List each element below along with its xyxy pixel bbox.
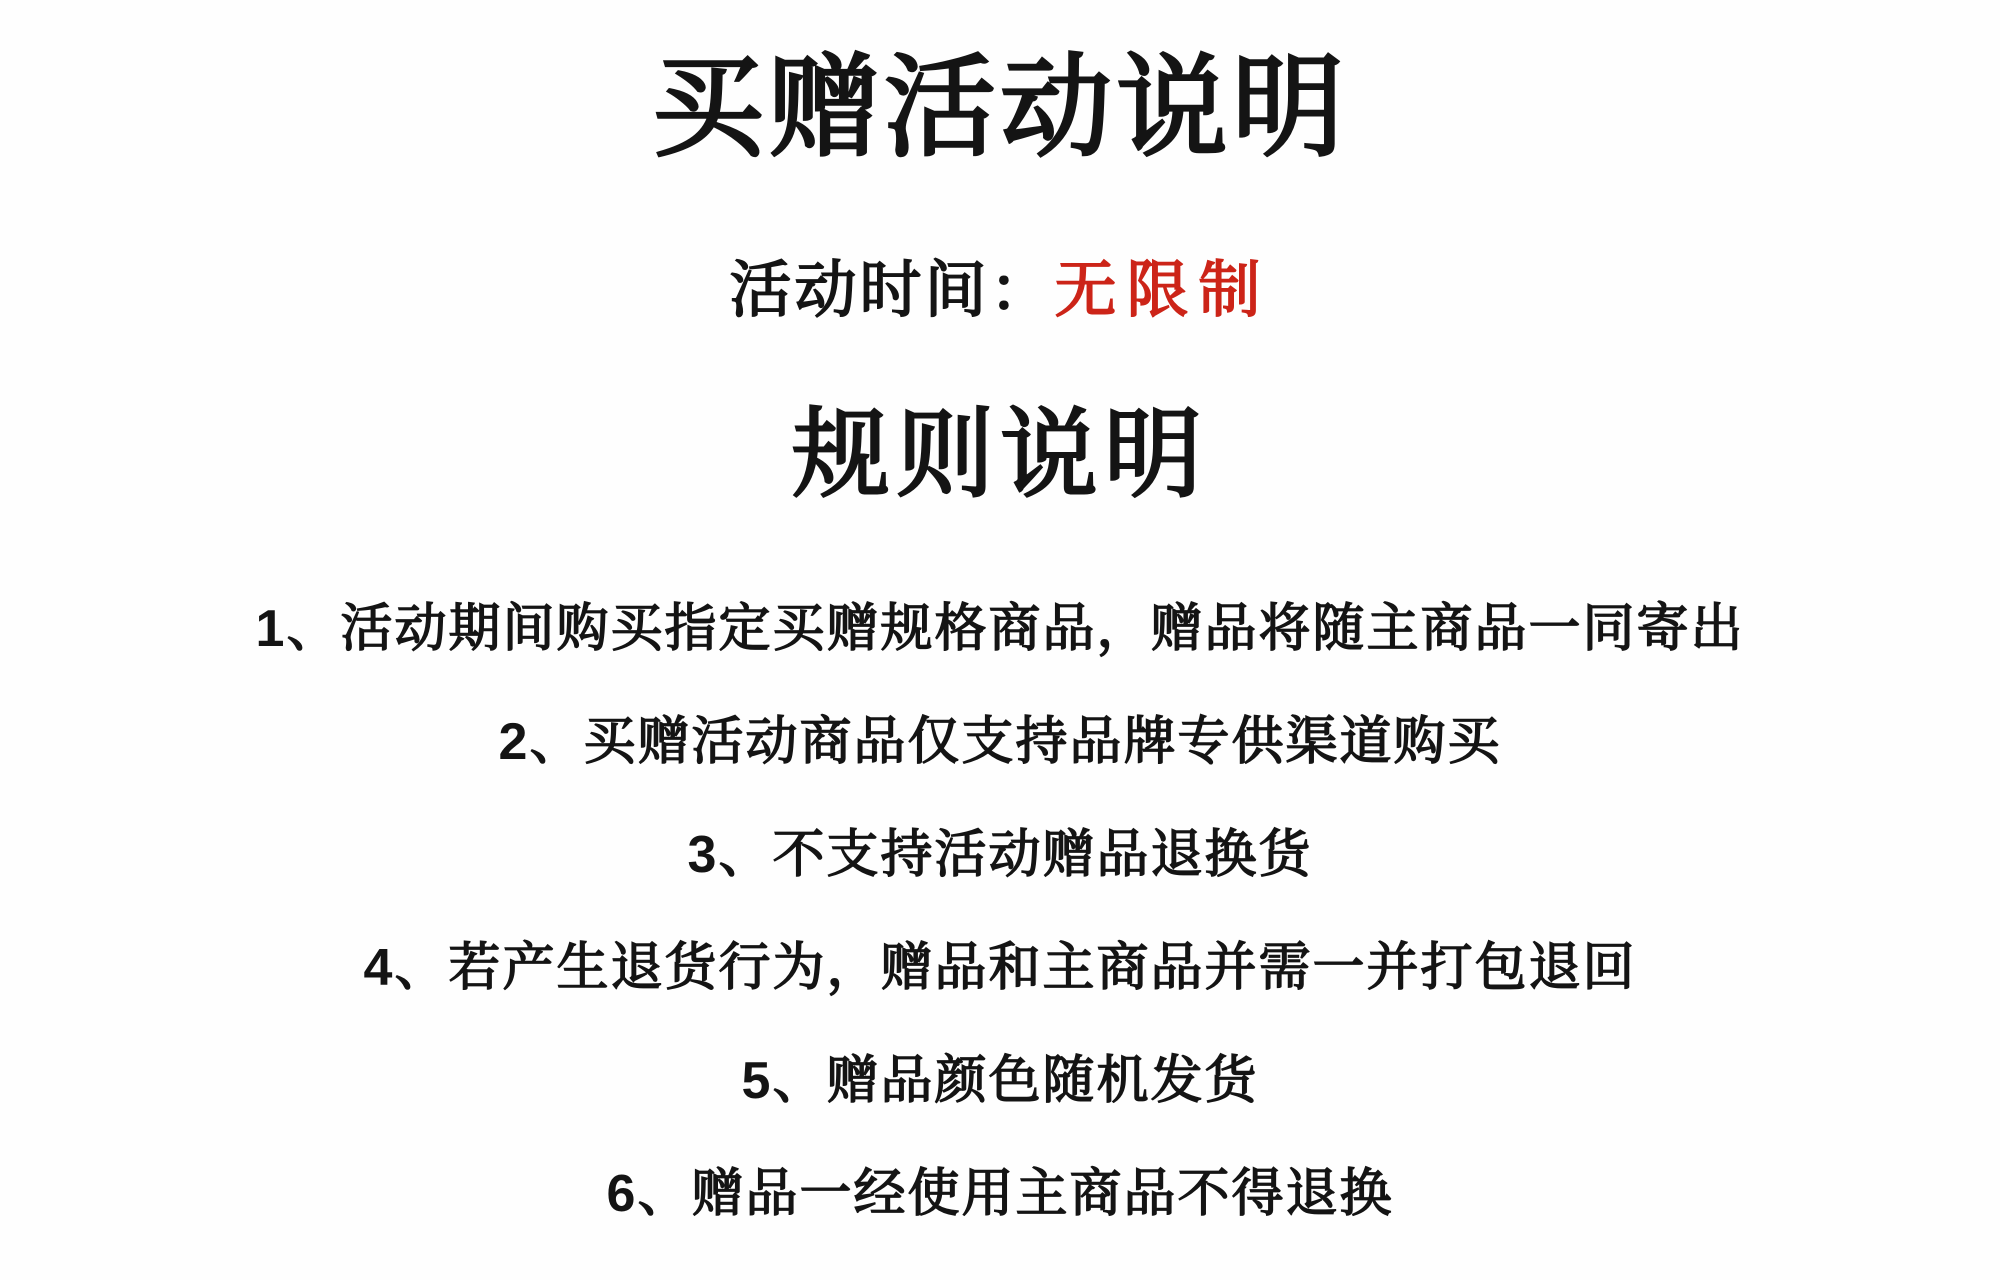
rule-item-5: 5、赠品颜色随机发货 [741, 1051, 1259, 1110]
rule-item-1: 1、活动期间购买指定买赠规格商品，赠品将随主商品一同寄出 [255, 599, 1745, 658]
activity-time-label: 活动时间： [729, 255, 1055, 325]
rule-item-4: 4、若产生退货行为，赠品和主商品并需一并打包退回 [363, 938, 1637, 997]
rule-item-2: 2、买赠活动商品仅支持品牌专供渠道购买 [498, 712, 1502, 771]
rules-section-heading: 规则说明 [791, 399, 1208, 510]
rules-list [0, 573, 2000, 1251]
activity-time-line [729, 255, 1270, 326]
rule-item-6: 6、赠品一经使用主商品不得退换 [606, 1164, 1394, 1223]
rule-item-3: 3、不支持活动赠品退换货 [687, 825, 1313, 884]
activity-time-value: 无限制 [1054, 255, 1271, 325]
page-title: 买赠活动说明 [652, 45, 1348, 170]
